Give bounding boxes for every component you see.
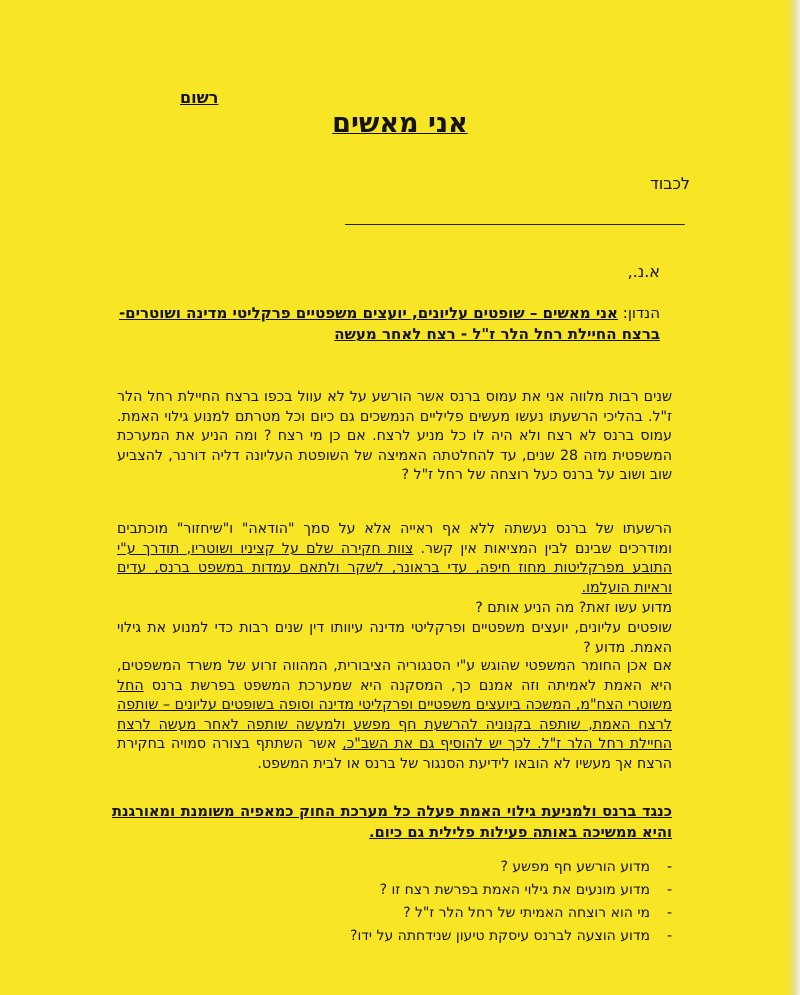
paragraph-2-underlined: צוות חקירה שלם על קציניו ושוטריו, תודרך ע"י התובע מפרקליטות מחוז חיפה, עדי בראונר, לשקר ולתאם עמדות במשפט ברנס, עדים וראיות הועלמו. bbox=[117, 540, 672, 596]
page-title: אני מאשים bbox=[332, 108, 468, 139]
paragraph-5 bbox=[117, 657, 672, 775]
paper-edge bbox=[786, 0, 800, 995]
list-item: - מדוע הורשע חף מפשע ? bbox=[272, 856, 672, 879]
subject-block bbox=[100, 303, 660, 345]
paragraph-1: שנים רבות מלווה אני את עמוס ברנס אשר הורשע על לא עוול בכפו ברצח החיילת רחל הלר ז"ל. בהליכי הרשעתו נעשו מעשים פליליים הנמשכים גם כיום וכל מטרתם למנוע גילוי האמת. עמוס ברנס לא רצח ולא היה לו כל מניע לרצח. אם כן מי רצח ? ומה הניע את המערכת המשפטית מזה 28 שנים, עד להחלטתה האמיצה של השופטת העליונה דליה דורנר, להצביע שוב ושוב על ברנס כעל רוצחה של רחל ז"ל ? bbox=[117, 389, 672, 484]
paragraph-4: שופטים עליונים, יועצים משפטיים ופרקליטי מדינה עיוותו דין שנים רבות כדי למנוע את גילוי האמת. מדוע ? bbox=[117, 620, 672, 656]
greeting: א.נ., bbox=[627, 262, 660, 281]
paragraph-5-underlined: החל משוטרי הצח"מ, המשכה ביועצים משפטיים ופרקליטי מדינה וסופה בשופטים עליונים – שותפה לרצח האמת, שותפה בקנוניה להרשעת חף מפשע ולמעשה שותפה לאחר מעשה לרצח החיילת רחל הלר ז"ל. לכך יש להוסיף גם את השב"כ, bbox=[117, 677, 672, 753]
paragraph-5-tail: אשר השתתף בצורה סמויה בחקירת הרצח אך מעשיו לא הובאו לידיעת הסנגור של ברנס או לבית המשפט. bbox=[117, 736, 672, 772]
subject-text: אני מאשים – שופטים עליונים, יועצים משפטיים פרקליטי מדינה ושוטרים- ברצח החיילת רחל הלר ז"ל - רצח לאחר מעשה bbox=[118, 304, 660, 343]
list-item: - מדוע הוצעה לברנס עיסקת טיעון שנידחתה על ידו? bbox=[272, 925, 672, 948]
list-item: - מי הוא רוצחה האמיתי של רחל הלר ז"ל ? bbox=[272, 902, 672, 925]
bold-accusation: כנגד ברנס ולמניעת גילוי האמת פעלה כל מערכת החוק כמאפיה משומנת ומאורגנת והיא ממשיכה באותה פעילות פלילית גם כיום. bbox=[112, 803, 672, 841]
questions-list bbox=[272, 856, 672, 948]
registered-mark: רשום bbox=[180, 88, 219, 107]
subject-label: הנדון: bbox=[622, 304, 660, 322]
paragraph-2-plain: הרשעתו של ברנס נעשתה ללא אף ראייה אלא על סמך "הודאה" ו"שיחזור" מוכתבים ומודרכים שבינם לבין המציאות אין קשר. bbox=[117, 521, 672, 557]
salutation: לכבוד bbox=[650, 174, 690, 193]
recipient-line bbox=[345, 224, 685, 225]
paragraph-2 bbox=[117, 520, 672, 598]
list-item: - מדוע מונעים את גילוי האמת בפרשת רצח זו ? bbox=[272, 879, 672, 902]
paragraph-5-plain: אם אכן החומר המשפטי שהוגש ע"י הסנגוריה הציבורית, המהווה זרוע של משרד המשפטים, היא האמת לאמיתה וזה אמנם כך, המסקנה היא שמערכת המשפט בפרשת ברנס bbox=[117, 658, 672, 694]
paragraph-3: מדוע עשו זאת? מה הניע אותם ? bbox=[475, 600, 672, 616]
